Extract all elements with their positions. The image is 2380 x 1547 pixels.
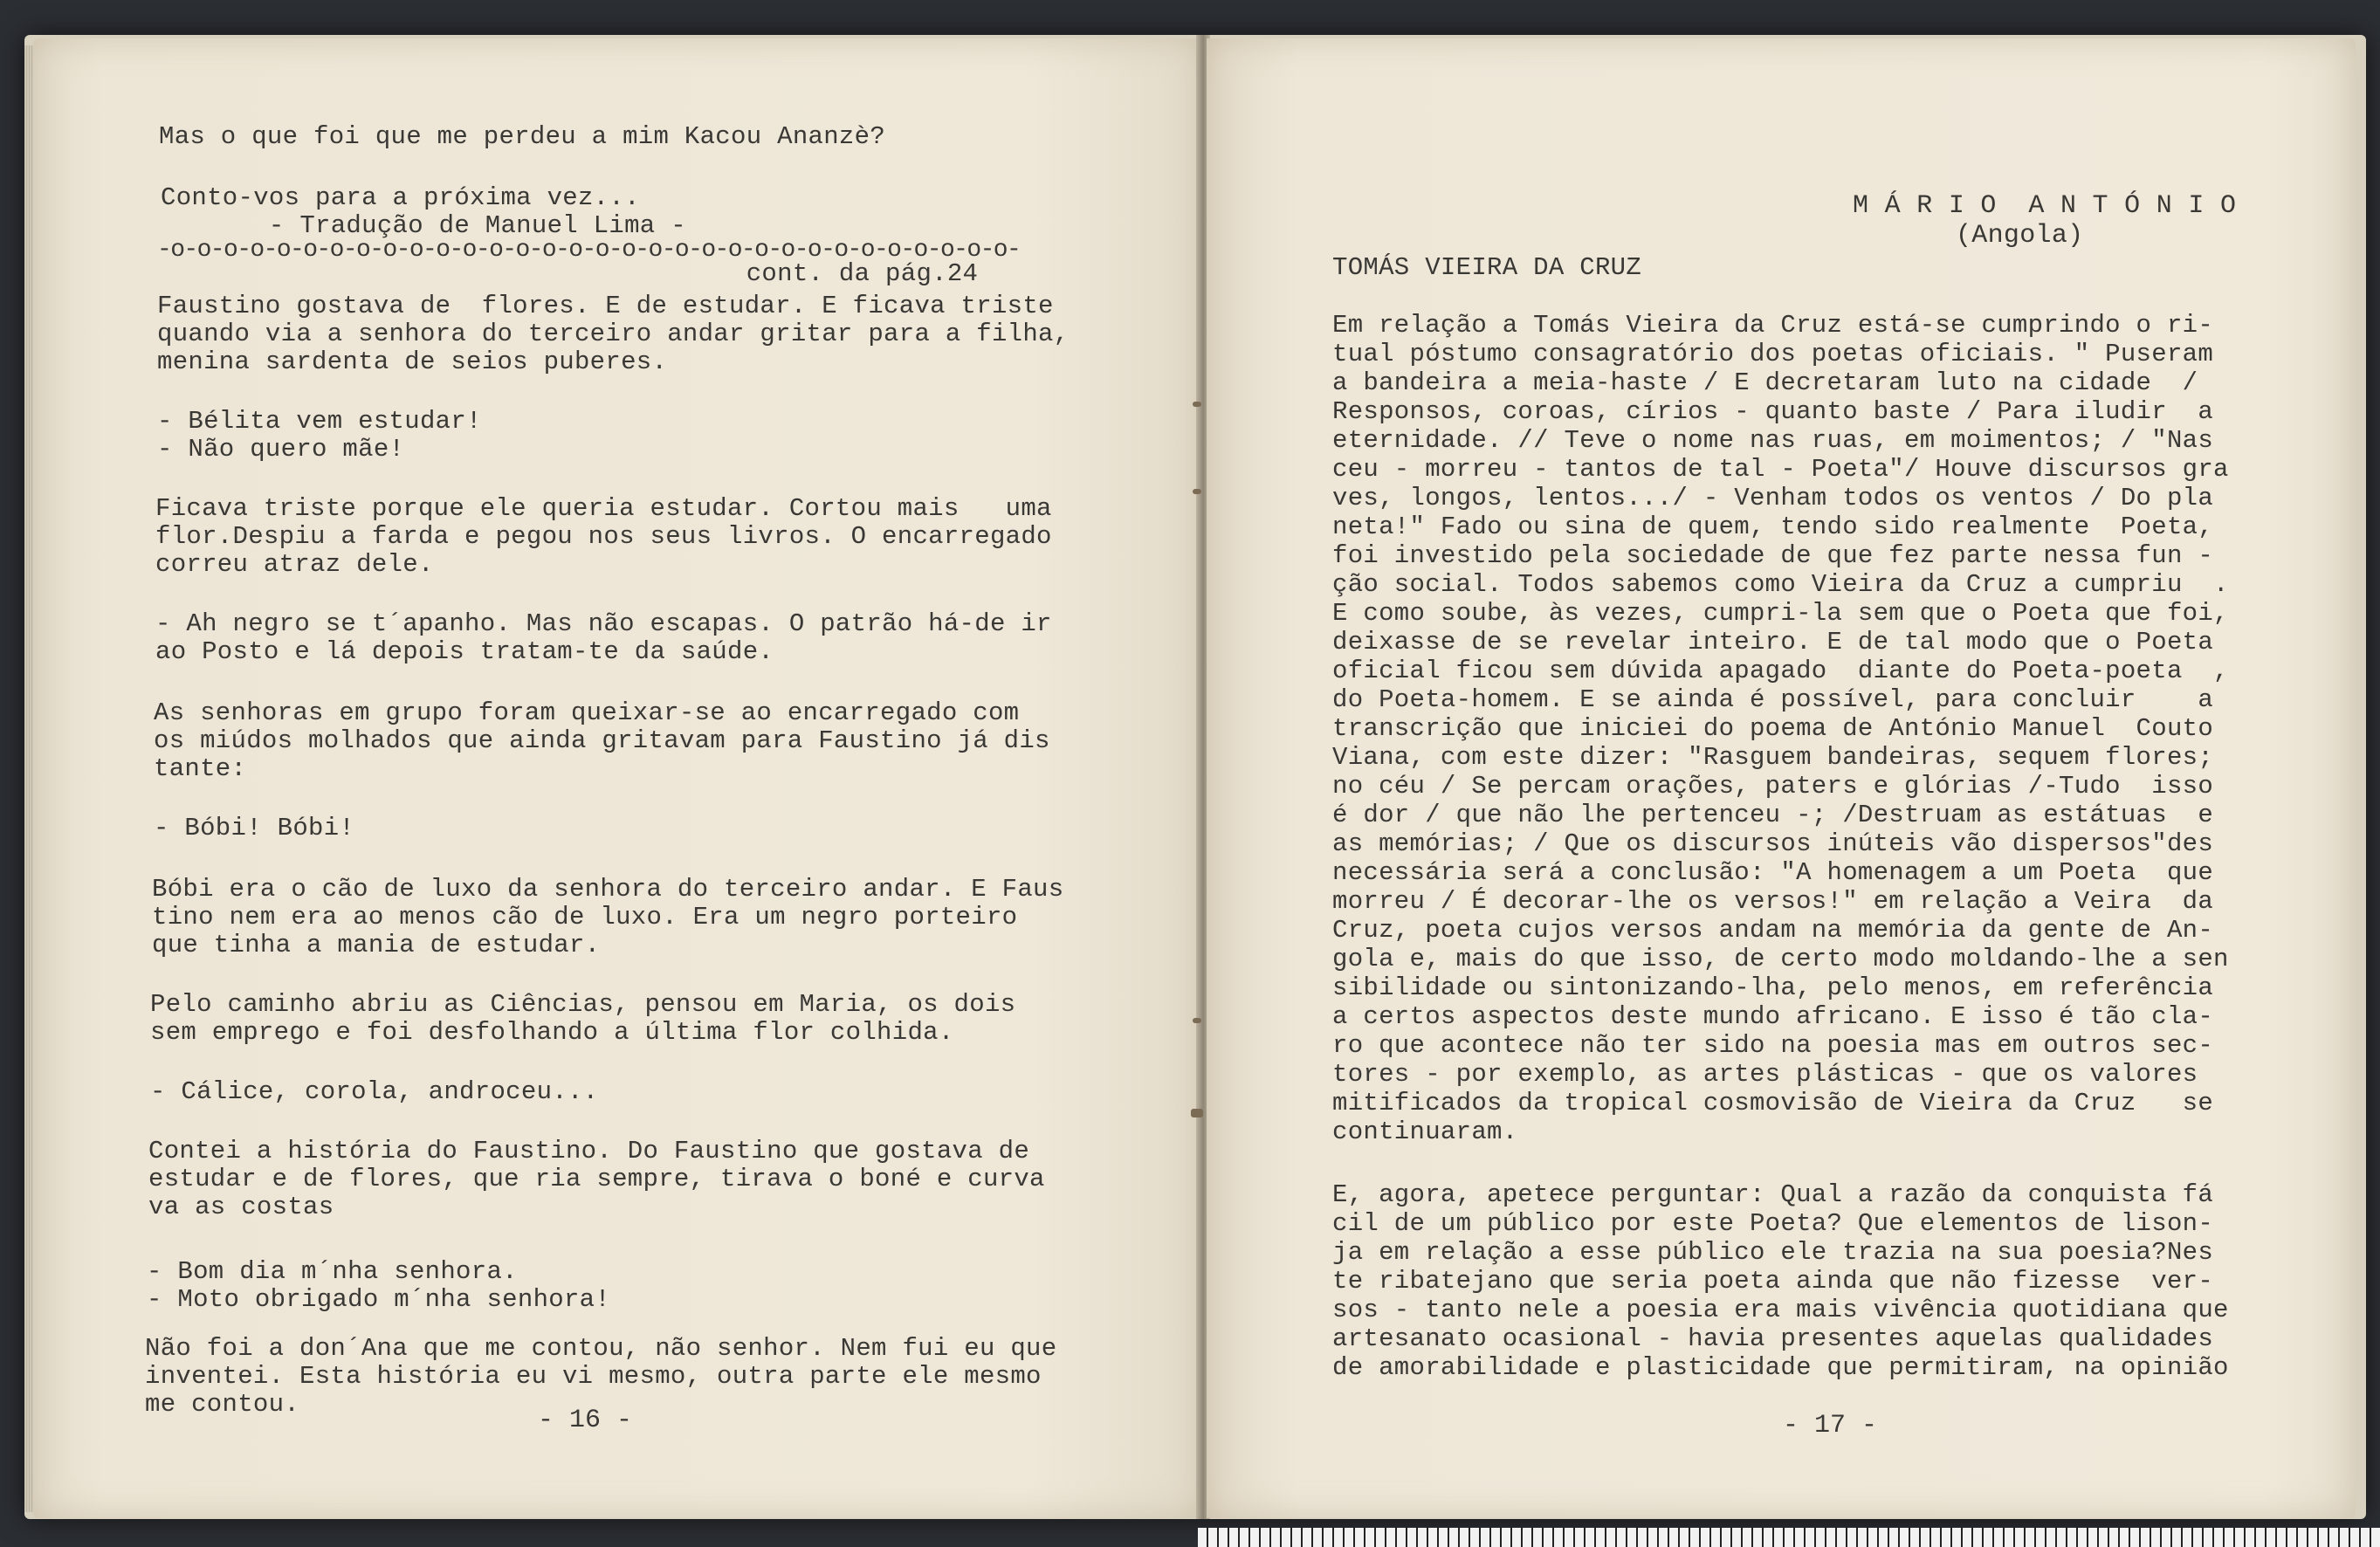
staple-mark (1193, 1018, 1201, 1023)
page-number: - 16 - (538, 1406, 633, 1435)
text-line: sibilidade ou sintonizando-lha, pelo menos, em referência (1332, 973, 2214, 1002)
text-line: ceu - morreu - tantos de tal - Poeta"/ Houve discursos gra (1332, 455, 2229, 484)
text-line: foi investido pela sociedade de que fez parte nessa fun - (1332, 541, 2214, 570)
text-line: as memórias; / Que os discursos inúteis vão dispersos"des (1332, 829, 2214, 858)
text-line: oficial ficou sem dúvida apagado diante do Poeta-poeta , (1332, 657, 2229, 685)
text-line: gola e, mais do que isso, de certo modo moldando-lhe a sen (1332, 945, 2229, 973)
article-title: TOMÁS VIEIRA DA CRUZ (1332, 253, 1642, 282)
text-line: Conto-vos para a próxima vez... (161, 183, 640, 212)
text-line: sos - tanto nele a poesia era mais vivência quotidiana que (1332, 1296, 2229, 1324)
author-name: M Á R I O A N T Ó N I O (1853, 191, 2237, 221)
text-line: - Bélita vem estudar! (157, 407, 482, 436)
text-line: ves, longos, lentos.../ - Venham todos os ventos / Do pla (1332, 484, 2214, 512)
translation-credit: - Tradução de Manuel Lima - (161, 211, 686, 240)
text-line: me contou. (145, 1390, 300, 1419)
text-line: que tinha a mania de estudar. (152, 931, 601, 959)
text-line: E, agora, apetece perguntar: Qual a razão da conquista fá (1332, 1180, 2214, 1209)
text-line: Viana, com este dizer: "Rasguem bandeiras, sequem flores; (1332, 743, 2214, 772)
text-line: artesanato ocasional - havia presentes aquelas qualidades (1332, 1324, 2214, 1353)
text-line: te ribatejano que seria poeta ainda que não fizesse ver- (1332, 1267, 2214, 1296)
text-line: do Poeta-homem. E se ainda é possível, para concluir a (1332, 685, 2214, 714)
measurement-ruler (1198, 1528, 2380, 1547)
text-line: Cruz, poeta cujos versos andam na memória da gente de An- (1332, 916, 2214, 945)
text-line: continuaram. (1332, 1117, 1518, 1146)
text-line: E como soube, às vezes, cumpri-la sem que o Poeta que foi, (1332, 599, 2229, 628)
right-page (1207, 38, 2356, 1518)
text-line: ção social. Todos sabemos como Vieira da Cruz a cumpriu . (1332, 570, 2229, 599)
text-line: As senhoras em grupo foram queixar-se ao encarregado com (154, 698, 1020, 727)
text-line: va as costas (148, 1193, 334, 1221)
text-line: Em relação a Tomás Vieira da Cruz está-se cumprindo o ri- (1332, 311, 2214, 340)
text-line: Bóbi era o cão de luxo da senhora do terceiro andar. E Faus (152, 875, 1064, 904)
text-line: - Não quero mãe! (157, 435, 405, 464)
text-line: - Bóbi! Bóbi! (154, 814, 355, 842)
page-number: - 17 - (1783, 1411, 1878, 1440)
text-line: Contei a história do Faustino. Do Faustino que gostava de (148, 1137, 1030, 1165)
text-line: Responsos, coroas, círios - quanto baste / Para iludir a (1332, 397, 2214, 426)
text-line: - Bom dia m´nha senhora. (147, 1257, 518, 1286)
text-line: flor.Despiu a farda e pegou nos seus livros. O encarregado (155, 522, 1052, 551)
text-line: inventei. Esta história eu vi mesmo, outra parte ele mesmo (145, 1362, 1042, 1391)
text-line: a bandeira a meia-haste / E decretaram luto na cidade / (1332, 368, 2198, 397)
text-line: mitificados da tropical cosmovisão de Vieira da Cruz se (1332, 1089, 2214, 1117)
text-line: quando via a senhora do terceiro andar gritar para a filha, (157, 320, 1070, 348)
text-line: ao Posto e lá depois tratam-te da saúde. (155, 637, 774, 666)
text-line: ja em relação a esse público ele trazia na sua poesia?Nes (1332, 1238, 2214, 1267)
text-line: Não foi a don´Ana que me contou, não senhor. Nem fui eu que (145, 1334, 1057, 1363)
text-line: é dor / que não lhe pertenceu -; /Destruam as estátuas e (1332, 801, 2214, 829)
text-line: correu atraz dele. (155, 550, 434, 579)
left-page (33, 38, 1201, 1518)
text-line: transcrição que iniciei do poema de António Manuel Couto (1332, 714, 2214, 743)
text-line: eternidade. // Teve o nome nas ruas, em moimentos; / "Nas (1332, 426, 2214, 455)
text-line: - Moto obrigado m´nha senhora! (147, 1285, 611, 1314)
text-line: Ficava triste porque ele queria estudar. Cortou mais uma (155, 494, 1052, 523)
text-line: tino nem era ao menos cão de luxo. Era um negro porteiro (152, 903, 1018, 932)
text-line: - Cálice, corola, androceu... (150, 1077, 599, 1106)
text-line: morreu / É decorar-lhe os versos!" em relação a Veira da (1332, 887, 2214, 916)
text-line: no céu / Se percam orações, paters e glórias /-Tudo isso (1332, 772, 2214, 801)
text-line: menina sardenta de seios puberes. (157, 347, 668, 376)
text-line: deixasse de se revelar inteiro. E de tal modo que o Poeta (1332, 628, 2214, 657)
continuation-note: cont. da pág.24 (159, 259, 979, 288)
text-line: - Ah negro se t´apanho. Mas não escapas. O patrão há-de ir (155, 609, 1052, 638)
text-line: os miúdos molhados que ainda gritavam para Faustino já dis (154, 726, 1050, 755)
text-line: cil de um público por este Poeta? Que elementos de lison- (1332, 1209, 2214, 1238)
text-line: ro que acontece não ter sido na poesia mas em outros sec- (1332, 1031, 2214, 1060)
text-line: sem emprego e foi desfolhando a última flor colhida. (150, 1018, 954, 1047)
text-line: necessária será a conclusão: "A homenagem a um Poeta que (1332, 858, 2214, 887)
author-origin: (Angola) (1956, 221, 2084, 251)
text-line: Faustino gostava de flores. E de estudar. E ficava triste (157, 292, 1054, 320)
text-line: tores - por exemplo, as artes plásticas - que os valores (1332, 1060, 2198, 1089)
staple-mark (1193, 402, 1201, 407)
text-line: neta!" Fado ou sina de quem, tendo sido realmente Poeta, (1332, 512, 2214, 541)
text-line: Mas o que foi que me perdeu a mim Kacou Ananzè? (159, 122, 886, 151)
text-line: tual póstumo consagratório dos poetas oficiais. " Puseram (1332, 340, 2214, 368)
text-line: de amorabilidade e plasticidade que permitiram, na opinião (1332, 1353, 2229, 1382)
separator-line: -o-o-o-o-o-o-o-o-o-o-o-o-o-o-o-o-o-o-o-o-o-o-o-o-o-o-o-o-o-o-o-o- (157, 237, 1021, 264)
text-line: Pelo caminho abriu as Ciências, pensou em Maria, os dois (150, 990, 1016, 1019)
staple-mark (1191, 1109, 1203, 1117)
text-line: estudar e de flores, que ria sempre, tirava o boné e curva (148, 1165, 1045, 1193)
text-line: tante: (154, 754, 247, 783)
text-line: a certos aspectos deste mundo africano. E isso é tão cla- (1332, 1002, 2214, 1031)
staple-mark (1193, 489, 1201, 494)
